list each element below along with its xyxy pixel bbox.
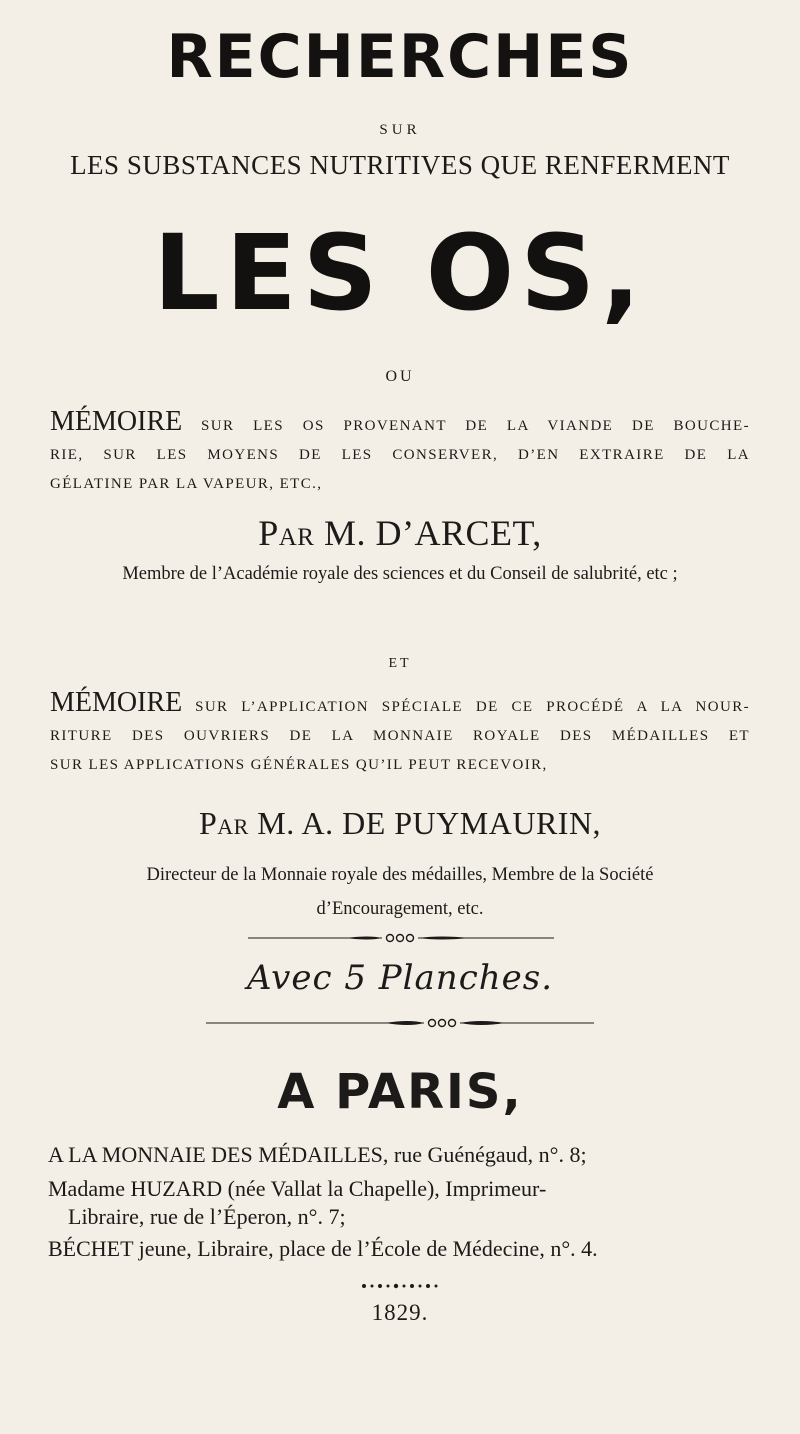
book-title: RECHERCHES: [166, 22, 634, 92]
memoire-1-line-3: GÉLATINE PAR LA VAPEUR, ETC.,: [50, 476, 323, 492]
memoire-1-word: MÉMOIRE: [50, 406, 183, 437]
title-connector: SUR: [379, 122, 421, 138]
dotted-ornament: [0, 1282, 800, 1290]
author-1-affiliation: Membre de l’Académie royale des sciences et du Conseil de salubrité, etc ;: [122, 564, 678, 584]
subtitle: LES SUBSTANCES NUTRITIVES QUE RENFERMENT: [70, 150, 730, 180]
memoire-1: [50, 407, 750, 499]
author-1: [0, 512, 800, 554]
publisher-line-4: BÉCHET jeune, Libraire, place de l’École de Médecine, n°. 4.: [48, 1236, 598, 1261]
memoire-2-line-3: SUR LES APPLICATIONS GÉNÉRALES QU’IL PEUT RECEVOIR,: [50, 757, 548, 773]
author-2-name: M. A. DE PUYMAURIN,: [257, 805, 602, 841]
and-connector: ET: [388, 656, 412, 671]
author-1-name: M. D’ARCET,: [323, 513, 542, 553]
upper-rule-ornament: [0, 932, 800, 944]
memoire-2: [50, 688, 750, 780]
publisher-line-2: Madame HUZARD (née Vallat la Chapelle), Imprimeur-: [48, 1176, 547, 1201]
author-2-par: Par: [198, 805, 249, 841]
memoire-2-word: MÉMOIRE: [50, 687, 183, 718]
publisher-line-1: A LA MONNAIE DES MÉDAILLES, rue Guénégaud, n°. 8;: [48, 1142, 587, 1167]
imprint-city: A PARIS,: [277, 1064, 523, 1120]
author-2-affiliation: [0, 858, 800, 926]
memoire-1-line-1: MÉMOIRE SUR LES OS PROVENANT DE LA VIANDE DE BOUCHE-: [50, 406, 750, 437]
author-1-par: Par: [258, 513, 315, 553]
publisher-line-3: Libraire, rue de l’Éperon, n°. 7;: [68, 1204, 346, 1229]
plates-note: Avec 5 Planches.: [246, 958, 554, 998]
main-subject: LES OS,: [153, 212, 647, 334]
publication-year: 1829.: [371, 1300, 429, 1325]
memoire-2-line-2: RITURE DES OUVRIERS DE LA MONNAIE ROYALE DES MÉDAILLES ET: [50, 728, 750, 744]
memoire-2-line-1: MÉMOIRE SUR L’APPLICATION SPÉCIALE DE CE PROCÉDÉ A LA NOUR-: [50, 687, 750, 718]
lower-rule-ornament: [0, 1017, 800, 1029]
author-2: [0, 805, 800, 842]
author-2-affiliation-line-2: d’Encouragement, etc.: [316, 899, 484, 919]
author-2-affiliation-line-1: Directeur de la Monnaie royale des médailles, Membre de la Société: [146, 865, 654, 885]
memoire-1-line-2: RIE, SUR LES MOYENS DE LES CONSERVER, D’EN EXTRAIRE DE LA: [50, 447, 750, 463]
or-connector: OU: [385, 368, 415, 385]
